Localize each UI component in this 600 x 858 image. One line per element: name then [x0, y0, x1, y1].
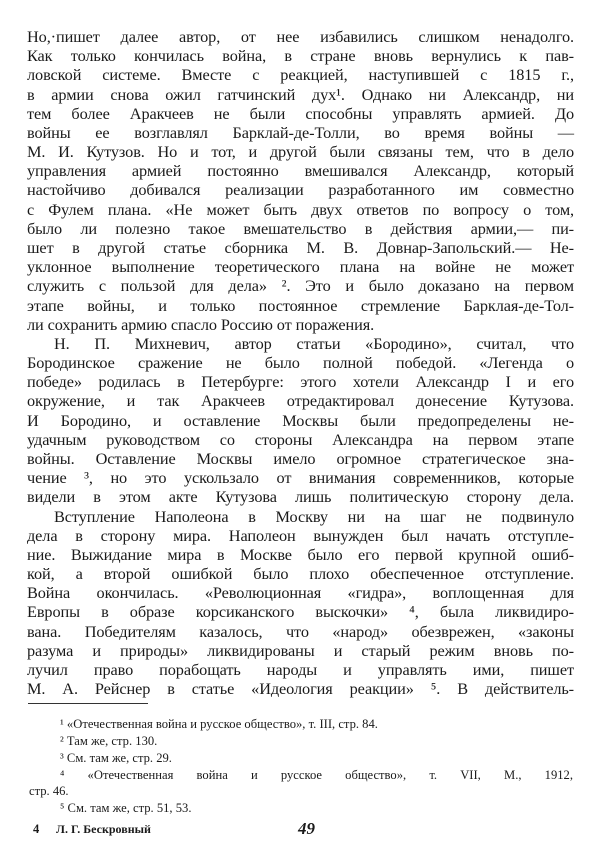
text-line: войны ее возглавлял Барклай-де-Толли, во время войны — [27, 122, 574, 142]
text-line: тем более Аракчеев не были способны управлять армией. До [27, 103, 574, 123]
text-line: чение ³, но это ускользало от внимания современников, которые [27, 468, 574, 488]
text-line: Бородинское сражение не было полной победой. «Легенда о [27, 353, 574, 373]
text-line: уклонное выполнение теоретического плана на войне не может [27, 257, 574, 277]
text-line: кой, а второй ошибкой было плохо обеспеченное отступление. [27, 564, 574, 584]
text-line: М. А. Рейснер в статье «Идеология реакции» ⁵. В действитель- [27, 679, 574, 699]
text-line: в армии снова ожил гатчинский дух¹. Однако ни Александр, ни [27, 84, 574, 104]
text-line: служить с пользой для дела» ². Это и было доказано на первом [27, 276, 574, 296]
text-line: управления армией постоянно вмешивался Александр, который [27, 161, 574, 181]
text-line: Н. П. Михневич, автор статьи «Бородино», считал, что [54, 333, 574, 353]
text-line: ли сохранить армию спасло Россию от поражения. [27, 314, 375, 334]
text-line: победе» родилась в Петербурге: этого хотели Александр I и его [27, 372, 574, 392]
text-line: Вступление Наполеона в Москву ни на шаг не подвинуло [54, 506, 574, 526]
text-line: было ли полезно такое вмешательство в действия армии,— пи- [27, 218, 574, 238]
text-line: И Бородино, и оставление Москвы были предопределены не- [27, 410, 574, 430]
footnote: стр. 46. [29, 784, 69, 798]
footnote: ³ См. там же, стр. 29. [60, 751, 172, 765]
text-line: этапе войны, и только постоянное стремление Барклая-де-Тол- [27, 295, 574, 315]
text-line: войны. Оставление Москвы имело огромное стратегическое зна- [27, 448, 574, 468]
text-line: М. И. Кутузов. Но и тот, и другой были связаны тем, что в дело [27, 142, 574, 162]
text-line: разума и природы» ликвидированы и старый режим вновь по- [27, 640, 574, 660]
signature-author: Л. Г. Бескровный [56, 822, 151, 836]
text-line: настойчиво добивался реализации разработанного им совместно [27, 180, 574, 200]
signature-number: 4 [33, 822, 40, 836]
text-line: лучил право порабощать народы и управлять ими, пишет [27, 659, 574, 679]
text-line: Европы в образе корсиканского выскочки» ⁴, была ликвидиро- [27, 602, 574, 622]
text-line: ние. Выжидание мира в Москве было его первой крупной ошиб- [27, 544, 574, 564]
footnote-separator [28, 703, 148, 704]
text-line: окружение, и так Аракчеев отредактировал донесение Кутузова. [27, 391, 574, 411]
text-line: вана. Победителям казалось, что «народ» обезврежен, «законы [27, 621, 574, 641]
text-line: Но,·пишет далее автор, от нее избавились слишком ненадолго. [27, 27, 574, 46]
text-line: Война окончилась. «Революционная «гидра», воплощенная для [27, 583, 574, 603]
footnote: ⁴ «Отечественная война и русское общество», т. VII, М., 1912, [60, 768, 573, 782]
text-line: видели в этом акте Кутузова лишь политическую сторону дела. [27, 487, 574, 507]
text-line: дела в сторону мира. Наполеон вынужден был начать отступле- [27, 525, 574, 545]
text-line: Как только кончилась война, в стране вновь вернулись к пав- [27, 46, 574, 66]
text-line: удачным руководством со стороны Александра на первом этапе [27, 429, 574, 449]
page-number: 49 [298, 819, 315, 838]
text-line: с Фулем плана. «Не может быть двух ответов по вопросу о том, [27, 199, 574, 219]
footnote: ⁵ См. там же, стр. 51, 53. [60, 801, 192, 815]
text-line: ловской системе. Вместе с реакцией, наступившей с 1815 г., [27, 65, 574, 85]
footnote: ² Там же, стр. 130. [60, 734, 158, 748]
footnote: ¹ «Отечественная война и русское общество», т. III, стр. 84. [60, 717, 378, 731]
text-line: шет в другой статье сборника М. В. Довнар-Запольский.— Не- [27, 237, 574, 257]
